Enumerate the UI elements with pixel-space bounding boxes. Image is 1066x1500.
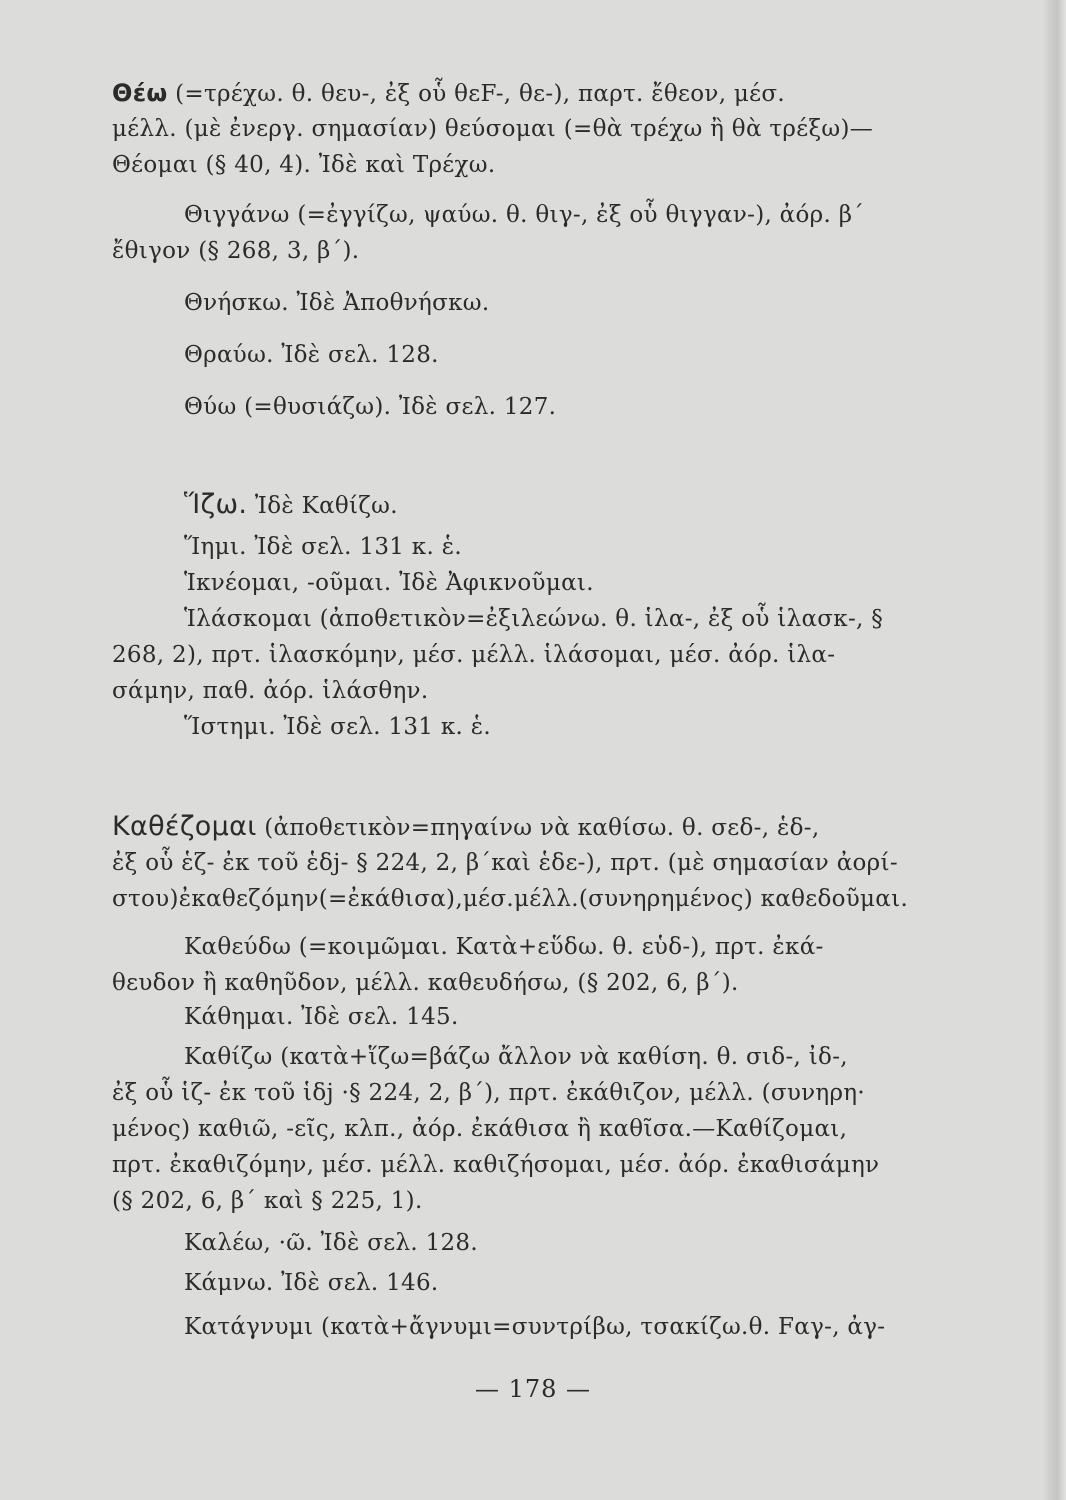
entry-theo-headword: Θέω <box>112 79 168 107</box>
entry-thyo: Θύω (=θυσιάζω). Ἰδὲ σελ. 127. <box>184 394 557 420</box>
entry-thiggano-line1: Θιγγάνω (=ἐγγίζω, ψαύω. θ. θιγ-, ἐξ οὗ θιγγαν-), ἀόρ. β΄ <box>184 202 865 228</box>
entry-kathezomai-line2: ἐξ οὗ ἑζ- ἐκ τοῦ ἑδj- § 224, 2, β΄καὶ ἑδε-), πρτ. (μὲ σημασίαν ἀορί- <box>112 850 898 876</box>
entry-kathizo-line5: (§ 202, 6, β΄ καὶ § 225, 1). <box>112 1188 423 1214</box>
entry-kathizo-line2: ἐξ οὗ ἱζ- ἐκ τοῦ ἱδj ·§ 224, 2, β΄), πρτ. ἐκάθιζον, μέλλ. (συνηρη· <box>112 1080 866 1106</box>
entry-kathezomai-line1: Καθέζομαι (ἀποθετικὸν=πηγαίνω νὰ καθίσω. θ. σεδ-, ἑδ-, <box>112 811 820 842</box>
entry-kaleo: Καλέω, ·ῶ. Ἰδὲ σελ. 128. <box>184 1230 478 1256</box>
entry-theo-line3: Θέομαι (§ 40, 4). Ἰδὲ καὶ Τρέχω. <box>112 152 496 178</box>
entry-thnesko: Θνήσκω. Ἰδὲ Ἀποθνήσκω. <box>184 290 490 316</box>
entry-histemi: Ἵστημι. Ἰδὲ σελ. 131 κ. ἑ. <box>184 714 491 740</box>
entry-hilaskomai-line3: σάμην, παθ. ἀόρ. ἱλάσθην. <box>112 678 429 704</box>
entry-theo-line2: μέλλ. (μὲ ἐνεργ. σημασίαν) θεύσομαι (=θὰ τρέχω ἢ θὰ τρέξω)— <box>112 116 874 142</box>
entry-katheudo-line2: θευδον ἢ καθηῦδον, μέλλ. καθευδήσω, (§ 202, 6, β΄). <box>112 970 739 996</box>
entry-thrauo: Θραύω. Ἰδὲ σελ. 128. <box>184 342 439 368</box>
page-number: — 178 — <box>474 1375 592 1403</box>
entry-kathemai: Κάθημαι. Ἰδὲ σελ. 145. <box>184 1004 459 1030</box>
entry-kathezomai-headword: Καθέζομαι <box>112 811 257 842</box>
page-edge <box>1044 0 1066 1500</box>
entry-kathizo-line3: μένος) καθιῶ, -εῖς, κλπ., ἀόρ. ἐκάθισα ἢ καθῖσα.—Καθίζομαι, <box>112 1116 848 1142</box>
entry-katagnymi-line1: Κατάγνυμι (κατὰ+ἄγνυμι=συντρίβω, τσακίζω.θ. Fαγ-, ἀγ- <box>184 1314 886 1340</box>
entry-iknoumai: Ἱκνέομαι, -οῦμαι. Ἰδὲ Ἀφικνοῦμαι. <box>184 570 594 596</box>
entry-kathizo-line4: πρτ. ἐκαθιζόμην, μέσ. μέλλ. καθιζήσομαι, μέσ. ἀόρ. ἐκαθισάμην <box>112 1152 880 1178</box>
entry-izo-headword: Ἵζω. <box>184 489 248 520</box>
entry-theo-line1: Θέω (=τρέχω. θ. θευ-, ἐξ οὗ θεF-, θε-), παρτ. ἔθεον, μέσ. <box>112 79 786 107</box>
entry-katheudo-line1: Καθεύδω (=κοιμῶμαι. Κατὰ+εὕδω. θ. εὑδ-), πρτ. ἐκά- <box>184 934 824 960</box>
entry-thiggano-line2: ἔθιγον (§ 268, 3, β΄). <box>112 238 360 264</box>
entry-izo: Ἵζω. Ἰδὲ Καθίζω. <box>184 489 398 520</box>
entry-hilaskomai-line2: 268, 2), πρτ. ἱλασκόμην, μέσ. μέλλ. ἱλάσομαι, μέσ. ἀόρ. ἱλα- <box>112 642 836 668</box>
entry-hilaskomai-line1: Ἱλάσκομαι (ἀποθετικὸν=ἐξιλεώνω. θ. ἱλα-, ἐξ οὗ ἱλασκ-, § <box>184 606 884 632</box>
entry-kamno: Κάμνω. Ἰδὲ σελ. 146. <box>184 1270 439 1296</box>
entry-iemi: Ἵημι. Ἰδὲ σελ. 131 κ. ἑ. <box>184 534 462 560</box>
entry-kathizo-line1: Καθίζω (κατὰ+ἵζω=βάζω ἄλλον νὰ καθίση. θ. σιδ-, ἰδ-, <box>184 1044 848 1070</box>
entry-kathezomai-line3: στου)ἐκαθεζόμην(=ἐκάθισα),μέσ.μέλλ.(συνηρημένος) καθεδοῦμαι. <box>112 886 909 912</box>
